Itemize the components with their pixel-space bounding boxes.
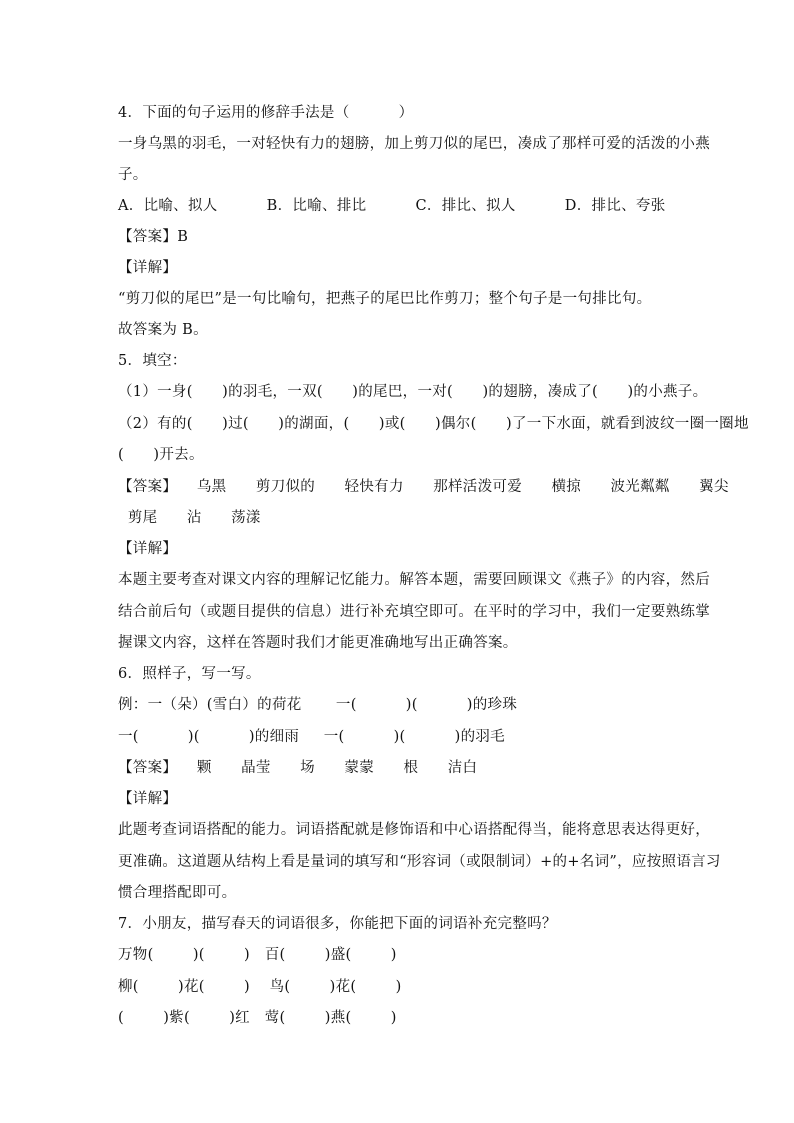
q7-row-1: 万物( )( ) 百( )盛( ): [118, 947, 397, 963]
q6-explain-line-1: 此题考查词语搭配的能力。词语搭配就是修饰语和中心语搭配得当，能将意思表达得更好，: [118, 822, 710, 838]
q6-explain-line-3: 惯合理搭配即可。: [118, 885, 237, 901]
q5-explain-line-3: 握课文内容，这样在答题时我们才能更准确地写出正确答案。: [118, 635, 518, 651]
q4-answer: 【答案】B: [118, 229, 189, 245]
q7-row-2: 柳( )花( ) 鸟( )花( ): [118, 979, 402, 995]
q5-explain-heading: 【详解】: [118, 541, 178, 557]
q4-explain-line-1: “剪刀似的尾巴”是一句比喻句，把燕子的尾巴比作剪刀；整个句子是一句排比句。: [118, 291, 652, 307]
q7-row-3: ( )紫( )红 莺( )燕( ): [118, 1010, 397, 1026]
q4-title: 4．下面的句子运用的修辞手法是（ ）: [118, 105, 414, 121]
q6-explain-heading: 【详解】: [118, 791, 178, 807]
q6-title: 6．照样子，写一写。: [118, 666, 261, 682]
q4-sentence-line-2: 子。: [118, 167, 148, 183]
q4-options: A．比喻、拟人 B．比喻、排比 C．排比、拟人 D．排比、夸张: [118, 198, 666, 214]
q7-title: 7．小朋友，描写春天的词语很多，你能把下面的词语补充完整吗？: [118, 916, 557, 932]
q5-title: 5．填空：: [118, 353, 187, 369]
q5-explain-line-1: 本题主要考查对课文内容的理解记忆能力。解答本题，需要回顾课文《燕子》的内容，然后: [118, 572, 710, 588]
q4-explain-heading: 【详解】: [118, 260, 178, 276]
q5-answer-line-2: 剪尾 沾 荡漾: [118, 510, 261, 526]
q4-sentence-line-1: 一身乌黑的羽毛，一对轻快有力的翅膀，加上剪刀似的尾巴，凑成了那样可爱的活泼的小燕: [118, 136, 710, 152]
q5-part-1: （1）一身( )的羽毛，一双( )的尾巴，一对( )的翅膀，凑成了( )的小燕子。: [118, 384, 708, 400]
q6-example-line: 例：一（朵）(雪白）的荷花 一( )( )的珍珠: [118, 697, 518, 713]
q5-explain-line-2: 结合前后句（或题目提供的信息）进行补充填空即可。在平时的学习中，我们一定要熟练掌: [118, 604, 710, 620]
q6-answer: 【答案】 颗 晶莹 场 蒙蒙 根 洁白: [118, 760, 478, 776]
q6-blanks-line: 一( )( )的细雨 一( )( )的羽毛: [118, 729, 505, 745]
q5-answer-line-1: 【答案】 乌黑 剪刀似的 轻快有力 那样活泼可爱 横掠 波光粼粼 翼尖: [118, 479, 729, 495]
q6-explain-line-2: 更准确。这道题从结构上看是量词的填写和“形容词（或限制词）+的+名词”，应按照语言习: [118, 854, 721, 870]
q5-part-2-line-1: （2）有的( )过( )的湖面，( )或( )偶尔( )了一下水面，就看到波纹一圈一圈地: [118, 416, 749, 432]
q5-part-2-line-2: ( )开去。: [118, 447, 204, 463]
q4-explain-line-2: 故答案为 B。: [118, 322, 208, 338]
